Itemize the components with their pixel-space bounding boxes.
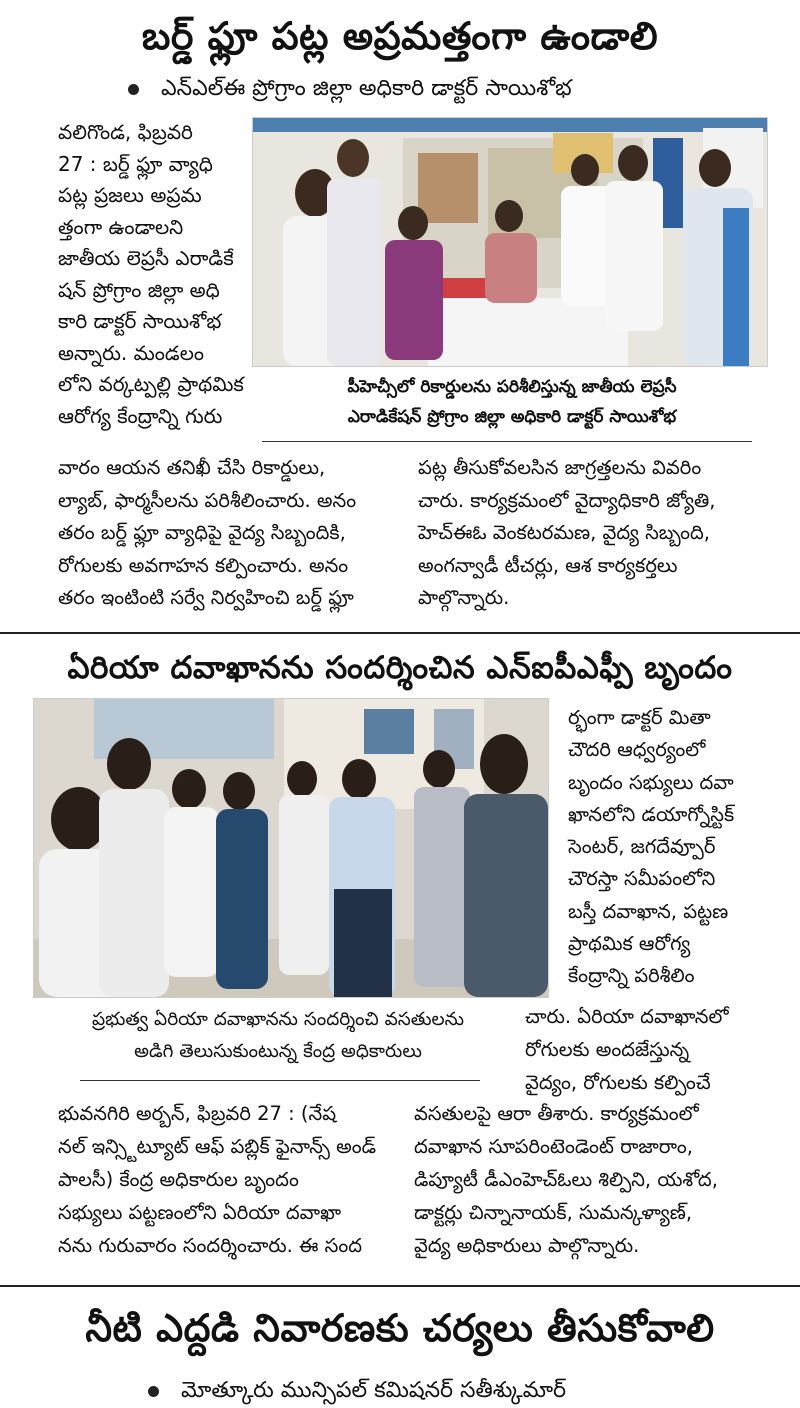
caption-line: అడిగి తెలుసుకుంటున్న కేంద్ర అధికారులు	[134, 1041, 422, 1062]
story1-bottom-right-column	[418, 452, 770, 615]
text-line: వైద్య అధికారులు పాల్గొన్నారు.	[414, 1234, 640, 1257]
text-line: చౌరస్తా సమీపంలోని	[568, 867, 716, 891]
text-line: తరం ఇంటింటి సర్వే నిర్వహించి బర్డ్ ఫ్లూ	[58, 586, 354, 609]
text-line: చౌదరి ఆధ్వర్యంలో	[568, 738, 706, 762]
text-line: సభ్యులు పట్టణంలోని ఏరియా దవాఖా	[58, 1201, 342, 1224]
story2-photo-caption	[33, 1004, 523, 1068]
story2-photo	[33, 698, 549, 998]
text-line: భువనగిరి అర్బన్, ఫిబ్రవరి 27 : (నేష	[58, 1102, 337, 1125]
text-line: డాక్టర్లు చిన్నానాయక్, సుమన్కళ్యాణ్,	[414, 1201, 693, 1224]
bullet-icon	[128, 84, 139, 95]
story1-photo-caption	[262, 372, 762, 432]
text-line: నల్ ఇన్స్టిట్యూట్ ఆఫ్ పబ్లిక్ ఫైనాన్స్ అండ్	[58, 1135, 377, 1158]
text-line: డిప్యూటీ డీఎంహెచ్ఓలు శిల్పిని, యశోద,	[414, 1168, 718, 1191]
text-line: వసతులపై ఆరా తీశారు. కార్యక్రమంలో	[414, 1102, 699, 1125]
story1-photo	[252, 117, 768, 367]
text-line: చారు. కార్యక్రమంలో వైద్యాధికారి జ్యోతి,	[418, 488, 716, 512]
text-line: బృందం సభ్యులు దవా	[568, 770, 734, 794]
text-line: వైద్యం, రోగులకు కల్పించే	[525, 1071, 711, 1094]
caption-line: ప్రభుత్వ ఏరియా దవాఖానను సందర్శించి వసతులను	[91, 1009, 465, 1030]
text-line: లోని వర్కట్పల్లి ప్రాథమిక	[58, 372, 244, 396]
story2-right-column	[568, 702, 770, 993]
story-divider	[0, 632, 800, 634]
text-line: వలిగొండ, ఫిబ్రవరి	[58, 120, 193, 144]
story2-bottom-right-column	[414, 1097, 770, 1262]
caption-line: ఎరాడికేషన్ ప్రోగ్రాం జిల్లా అధికారి డాక్టర్ సాయిశోభ	[347, 407, 677, 427]
story3-headline: నీటి ఎద్దడి నివారణకు చర్యలు తీసుకోవాలి	[85, 1306, 715, 1350]
caption-line: పీహెచ్సీలో రికార్డులను పరిశీలిస్తున్న జాతీయ లెప్రసీ	[347, 377, 677, 397]
text-line: దవాఖాన సూపరింటెండెంట్ రాజారాం,	[414, 1135, 693, 1158]
caption-divider	[262, 441, 752, 442]
story1-subhead	[128, 76, 572, 106]
story1-left-column	[58, 117, 248, 432]
story1-subhead-text: ఎన్ఎల్ఈ ప్రోగ్రాం జిల్లా అధికారి డాక్టర్ సాయిశోభ	[161, 76, 572, 101]
bullet-icon	[148, 1386, 159, 1397]
story2-bottom-left-column	[58, 1097, 394, 1262]
text-line: అంగన్వాడీ టీచర్లు, ఆశ కార్యకర్తలు	[418, 553, 678, 577]
text-line: ఆరోగ్య కేంద్రాన్ని గురు	[58, 403, 223, 428]
caption-divider	[80, 1080, 480, 1081]
text-line: హెచ్ఈఓ వెంకటరమణ, వైద్య సిబ్బంది,	[418, 521, 710, 544]
text-line: రోగులకు అందజేస్తున్న	[525, 1038, 690, 1061]
story2-right-column-cont	[525, 1000, 770, 1099]
text-line: కారి డాక్టర్ సాయిశోభ	[58, 309, 222, 333]
text-line: నను గురువారం సందర్శించారు. ఈ సంద	[58, 1234, 362, 1257]
text-line: పాలసీ) కేంద్ర అధికారుల బృందం	[58, 1168, 299, 1191]
story-divider	[0, 1285, 800, 1287]
story1-bottom-left-column	[58, 452, 403, 615]
story1-headline: బర్డ్ ఫ్లూ పట్ల అప్రమత్తంగా ఉండాలి	[141, 14, 659, 58]
text-line: రోగులకు అవగాహన కల్పించారు. అనం	[58, 553, 349, 577]
story2-headline: ఏరియా దవాఖానను సందర్శించిన ఎన్ఐపీఎఫ్పీ బృందం	[67, 650, 733, 686]
text-line: సెంటర్, జగదేవ్పూర్	[568, 835, 716, 859]
hospital-visit-photo-illustration	[34, 699, 548, 997]
text-line: ర్భంగా డాక్టర్ మితా	[568, 706, 711, 729]
story3-subhead-text: మోత్కూరు మున్సిపల్ కమిషనర్ సతీశ్కుమార్	[181, 1378, 567, 1403]
text-line: త్తంగా ఉండాలని	[58, 214, 184, 239]
text-line: 27 : బర్డ్ ఫ్లూ వ్యాధి	[58, 151, 213, 176]
text-line: షన్ ప్రోగ్రాం జిల్లా అధి	[58, 277, 220, 302]
text-line: కేంద్రాన్ని పరిశీలిం	[568, 964, 695, 988]
text-line: చారు. ఏరియా దవాఖానలో	[525, 1005, 729, 1028]
text-line: పట్ల ప్రజలు అప్రమ	[58, 183, 202, 207]
text-line: జాతీయ లెప్రసీ ఎరాడికే	[58, 246, 234, 270]
text-line: ప్రాథమిక ఆరోగ్య	[568, 932, 691, 956]
text-line: తరం బర్డ్ ఫ్లూ వ్యాధిపై వైద్య సిబ్బందికి,	[58, 521, 346, 544]
story3-subhead	[148, 1378, 566, 1408]
text-line: పాల్గొన్నారు.	[418, 586, 510, 609]
text-line: బస్తీ దవాఖాన, పట్టణ	[568, 899, 729, 923]
text-line: పట్ల తీసుకోవలసిన జాగ్రత్తలను వివరిం	[418, 456, 702, 479]
text-line: ఖానలోని డయాగ్నోస్టిక్	[568, 802, 735, 826]
text-line: వారం ఆయన తనిఖీ చేసి రికార్డులు,	[58, 456, 326, 479]
text-line: ల్యాబ్, ఫార్మసీలను పరిశీలించారు. అనం	[58, 488, 357, 512]
text-line: అన్నారు. మండలం	[58, 340, 205, 365]
clinic-photo-illustration	[253, 118, 767, 366]
